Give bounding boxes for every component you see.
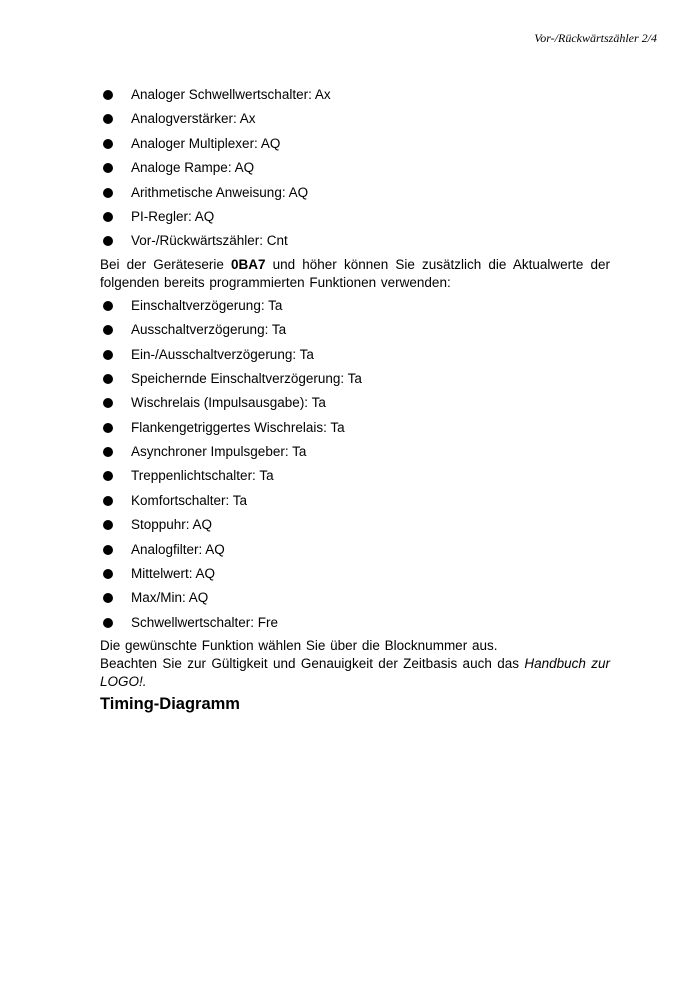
intro-paragraph	[100, 256, 610, 292]
list-item	[100, 231, 610, 255]
bullet-icon	[103, 447, 113, 457]
list-item-text: Wischrelais (Impulsausgabe): Ta	[131, 395, 326, 411]
bullet-icon	[103, 618, 113, 628]
bullet-icon	[103, 423, 113, 433]
list-item	[100, 369, 610, 393]
list-item-text: Vor-/Rückwärtszähler: Cnt	[131, 233, 288, 249]
list-item	[100, 515, 610, 539]
list-item	[100, 109, 610, 133]
list-item-text: Ein-/Ausschaltverzögerung: Ta	[131, 346, 314, 362]
function-list-1	[100, 85, 610, 256]
intro-text-after: und höher können Sie zusätzlich die Aktualwerte der folgenden bereits programmierten Funktionen verwenden:	[100, 256, 611, 290]
page-header: Vor-/Rückwärtszähler 2/4	[534, 31, 657, 45]
list-item	[100, 613, 610, 637]
bullet-icon	[103, 593, 113, 603]
list-item	[100, 564, 610, 588]
list-item-text: Einschaltverzögerung: Ta	[131, 297, 283, 313]
list-item-text: Analogfilter: AQ	[131, 541, 225, 557]
list-item-text: Analogverstärker: Ax	[131, 111, 256, 127]
note-paragraph	[100, 655, 610, 691]
list-item-text: Arithmetische Anweisung: AQ	[131, 184, 309, 200]
bullet-icon	[103, 545, 113, 555]
list-item-text: Asynchroner Impulsgeber: Ta	[131, 444, 307, 460]
list-item	[100, 207, 610, 231]
function-list-2	[100, 296, 610, 637]
list-item	[100, 442, 610, 466]
bullet-icon	[103, 374, 113, 384]
bullet-icon	[103, 139, 113, 149]
bullet-icon	[103, 301, 113, 311]
list-item-text: Ausschaltverzögerung: Ta	[131, 322, 287, 338]
bullet-icon	[103, 212, 113, 222]
list-item	[100, 183, 610, 207]
intro-text-before: Bei der Geräteserie	[100, 256, 231, 272]
list-item-text: Treppenlichtschalter: Ta	[131, 468, 274, 484]
bullet-icon	[103, 163, 113, 173]
list-item	[100, 466, 610, 490]
list-item	[100, 296, 610, 320]
note-text: Beachten Sie zur Gültigkeit und Genauigkeit der Zeitbasis auch das	[100, 656, 525, 672]
bullet-icon	[103, 569, 113, 579]
list-item	[100, 320, 610, 344]
list-item	[100, 588, 610, 612]
bullet-icon	[103, 236, 113, 246]
bullet-icon	[103, 188, 113, 198]
bullet-icon	[103, 398, 113, 408]
list-item	[100, 85, 610, 109]
list-item-text: Schwellwertschalter: Fre	[131, 614, 279, 630]
bullet-icon	[103, 520, 113, 530]
list-item	[100, 345, 610, 369]
list-item	[100, 491, 610, 515]
selection-paragraph: Die gewünschte Funktion wählen Sie über die Blocknummer aus.	[100, 638, 498, 654]
list-item	[100, 134, 610, 158]
list-item-text: Analoger Schwellwertschalter: Ax	[131, 87, 331, 102]
bullet-icon	[103, 496, 113, 506]
list-item-text: Stoppuhr: AQ	[131, 517, 213, 533]
list-item	[100, 418, 610, 442]
bullet-icon	[103, 90, 113, 100]
bullet-icon	[103, 471, 113, 481]
bullet-icon	[103, 350, 113, 360]
section-heading: Timing-Diagramm	[100, 695, 240, 714]
manual-reference: Handbuch zur LOGO!.	[100, 656, 610, 690]
document-body	[100, 85, 610, 714]
list-item-text: Analoge Rampe: AQ	[131, 160, 255, 176]
list-item	[100, 158, 610, 182]
list-item-text: Komfortschalter: Ta	[131, 492, 248, 508]
bullet-icon	[103, 325, 113, 335]
list-item-text: Mittelwert: AQ	[131, 566, 216, 582]
list-item-text: PI-Regler: AQ	[131, 208, 215, 224]
list-item-text: Flankengetriggertes Wischrelais: Ta	[131, 419, 345, 435]
list-item	[100, 540, 610, 564]
device-series: 0BA7	[230, 256, 266, 272]
list-item-text: Speichernde Einschaltverzögerung: Ta	[131, 370, 362, 386]
list-item	[100, 393, 610, 417]
list-item-text: Max/Min: AQ	[131, 590, 209, 606]
list-item-text: Analoger Multiplexer: AQ	[131, 135, 281, 151]
bullet-icon	[103, 114, 113, 124]
